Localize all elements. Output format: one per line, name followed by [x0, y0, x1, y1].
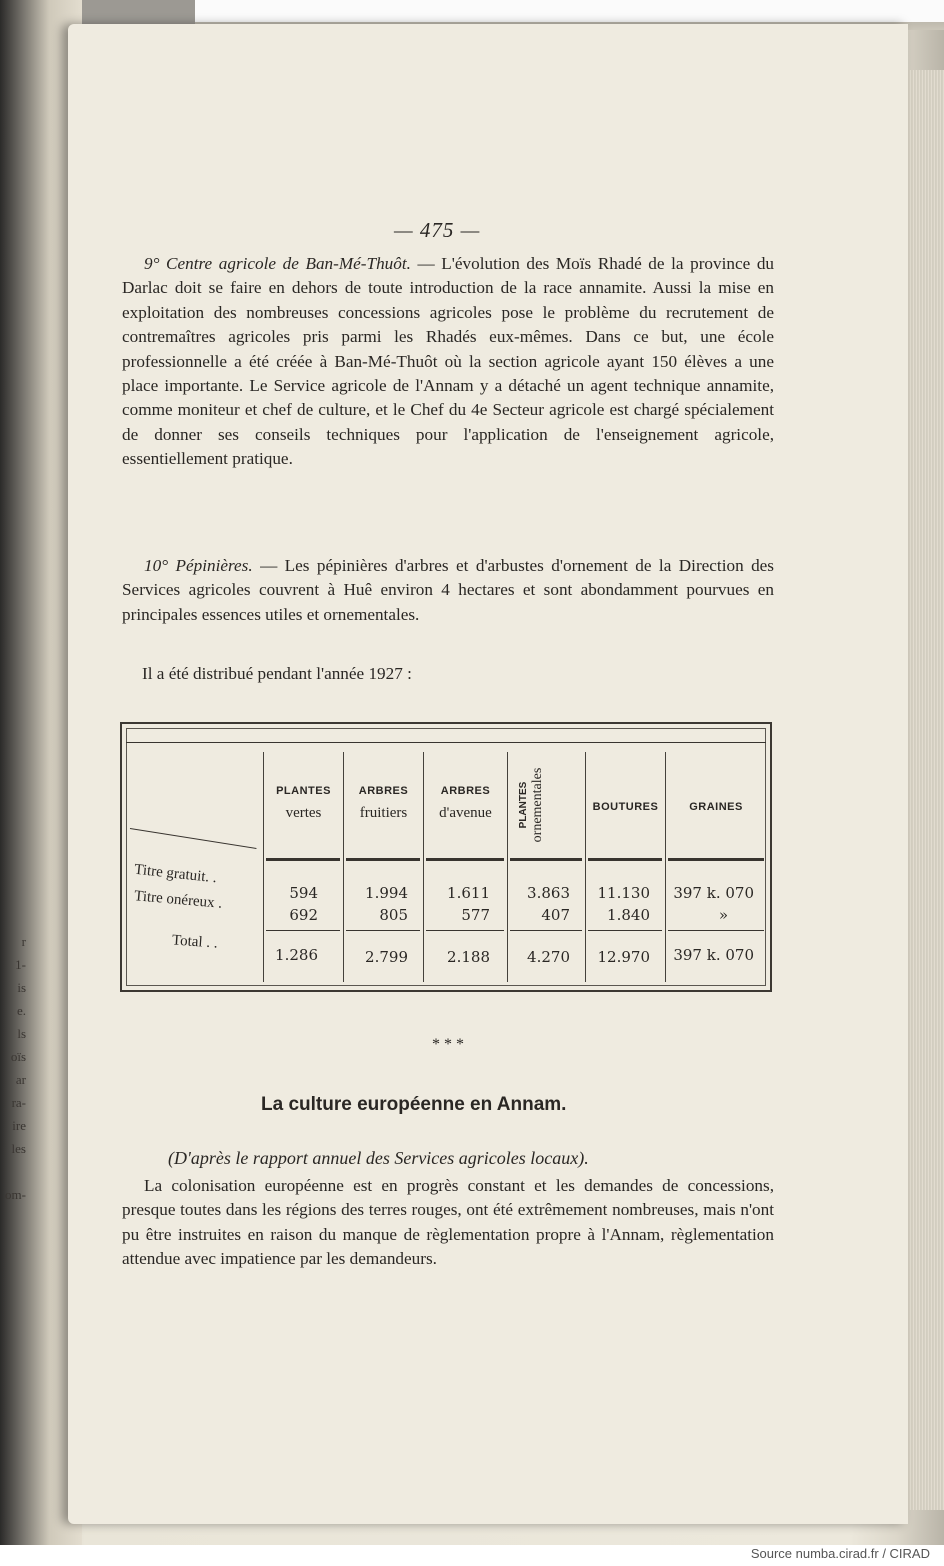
section-heading: La culture européenne en Annam. — [261, 1094, 567, 1115]
table-cell: 1.611 — [447, 884, 490, 902]
header-plantes-vertes: PLANTES vertes — [276, 785, 331, 821]
table-cell: » — [718, 906, 728, 924]
table-cell: 11.130 — [597, 884, 650, 902]
source-credit: Source numba.cirad.fr / CIRAD — [750, 1546, 930, 1561]
section-separator: * * * — [432, 1036, 464, 1053]
table-cell: 1.840 — [607, 906, 650, 924]
colonisation-paragraph — [122, 1174, 774, 1272]
table-cell: 397 k. 070 — [673, 946, 754, 964]
section-9-title: 9° Centre agricole de Ban-Mé-Thuôt. — [144, 254, 411, 273]
row-label-gratuit: Titre gratuit. . — [133, 861, 218, 887]
left-page-fragments: r 1- is e. ls oïs ar ra- ire les om- — [5, 934, 26, 1202]
colonisation-text: La colonisation européenne est en progrès constant et les demandes de concessions, presque toutes dans les régions des terres rouges, ont été extrêmement nombreuses, mais n'ont pu être instruites en raison du manque de règlementation propre à l'Annam, règlementation attendue avec impatience par les demandeurs. — [122, 1176, 774, 1269]
table-cell: 397 k. 070 — [673, 884, 754, 902]
row-label-onereux: Titre onéreux . — [133, 888, 223, 912]
table-cell: 2.799 — [365, 948, 408, 966]
section-10-paragraph — [122, 554, 774, 627]
table-intro: Il a été distribué pendant l'année 1927 : — [142, 664, 412, 683]
table-cell: 407 — [541, 906, 570, 924]
table-cell: 12.970 — [597, 948, 650, 966]
section-10-title: 10° Pépinières. — [144, 556, 253, 575]
table-cell: 1.994 — [365, 884, 408, 902]
section-10-text: — Les pépinières d'arbres et d'arbustes d'ornement de la Direction des Services agricoles couvrent à Huê environ 4 hectares et sont abondamment pourvues en principales essences utiles et ornementales. — [122, 556, 774, 624]
scan-margin — [195, 0, 944, 22]
table-cell: 1.286 — [275, 946, 318, 964]
section-9-paragraph — [122, 252, 774, 472]
header-arbres-fruitiers: ARBRES fruitiers — [358, 785, 409, 821]
header-plantes-ornementales: PLANTES ornementales — [518, 767, 545, 843]
table-cell: 577 — [461, 906, 490, 924]
table-cell: 3.863 — [527, 884, 570, 902]
section-9-text: — L'évolution des Moïs Rhadé de la province du Darlac doit se faire en dehors de toute introduction de la race annamite. Aussi la mise en exploitation des nombreuses concessions agricoles pose le problème du recrutement de contremaîtres agricoles pris parmi les Rhadés eux-mêmes. Dans ce but, une école professionnelle a été créée à Ban-Mé-Thuôt où la section agricole ayant 150 élèves a une place importante. Le Service agricole de l'Annam y a détaché un agent technique annamite, comme moniteur et chef de culture, et le Chef du 4e Secteur agricole est chargé spécialement de donner ses conseils techniques pour l'application de l'enseignement agricole, essentiellement pratique. — [122, 254, 775, 469]
row-label-total: Total . . — [171, 932, 219, 952]
table-cell: 692 — [289, 906, 318, 924]
section-subheading: (D'après le rapport annuel des Services agricoles locaux). — [168, 1148, 589, 1168]
table-cell: 4.270 — [527, 948, 570, 966]
table-cell: 805 — [379, 906, 408, 924]
table-cell: 594 — [289, 884, 318, 902]
header-boutures: BOUTURES — [592, 801, 659, 813]
header-arbres-avenue: ARBRES d'avenue — [439, 785, 492, 821]
header-graines: GRAINES — [689, 801, 743, 813]
page-number: — 475 — — [394, 218, 481, 242]
table-cell: 2.188 — [447, 948, 490, 966]
